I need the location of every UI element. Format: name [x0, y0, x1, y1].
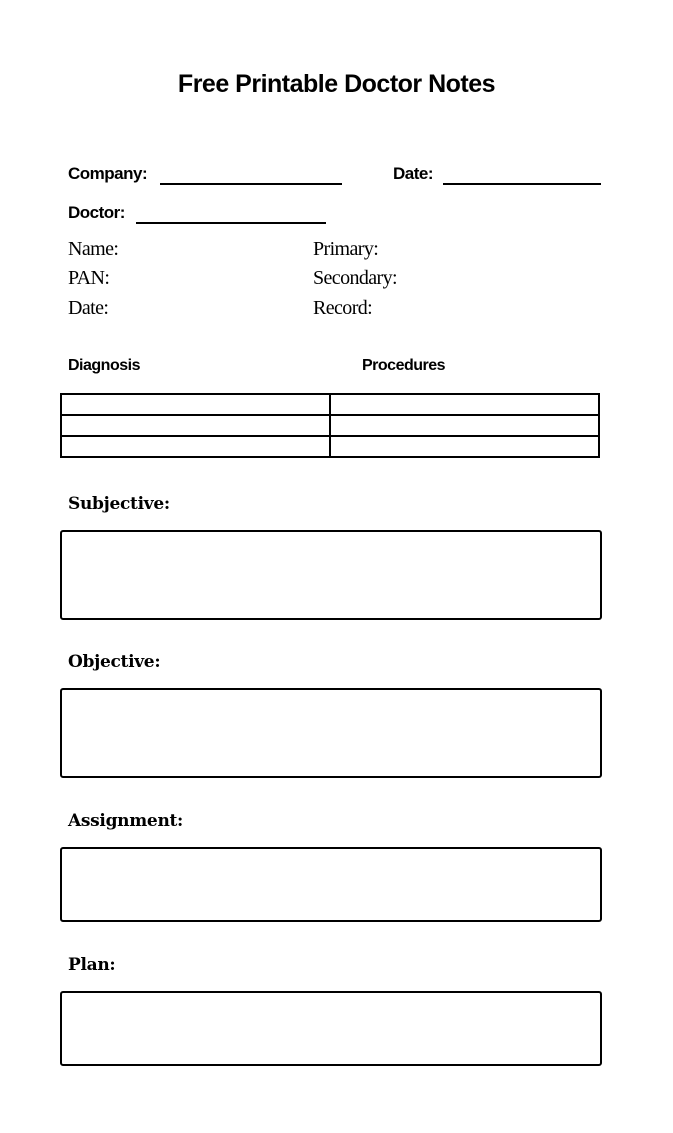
diagnosis-cell[interactable] — [61, 436, 330, 457]
procedures-header: Procedures — [362, 357, 446, 374]
objective-box[interactable] — [60, 688, 602, 778]
name-label: Name: — [68, 238, 119, 260]
procedures-cell[interactable] — [330, 394, 599, 415]
plan-box[interactable] — [60, 991, 602, 1066]
table-row — [61, 415, 599, 436]
page-title: Free Printable Doctor Notes — [177, 70, 496, 98]
table-row — [61, 436, 599, 457]
objective-label: Objective: — [68, 652, 161, 672]
date-label: Date: — [393, 164, 434, 183]
assignment-box[interactable] — [60, 847, 602, 922]
primary-label: Primary: — [313, 238, 379, 260]
doctor-label: Doctor: — [68, 203, 125, 222]
plan-label: Plan: — [68, 955, 116, 975]
procedures-cell[interactable] — [330, 415, 599, 436]
subjective-label: Subjective: — [68, 494, 170, 514]
subjective-box[interactable] — [60, 530, 602, 620]
secondary-label: Secondary: — [313, 267, 397, 289]
date-field[interactable] — [443, 183, 601, 185]
record-label: Record: — [313, 297, 373, 319]
doctor-field[interactable] — [136, 222, 326, 224]
pan-label: PAN: — [68, 267, 110, 289]
diagnosis-procedures-table — [60, 393, 600, 458]
patient-date-label: Date: — [68, 297, 109, 319]
company-label: Company: — [68, 164, 148, 183]
diagnosis-cell[interactable] — [61, 394, 330, 415]
diagnosis-header: Diagnosis — [68, 357, 140, 374]
procedures-cell[interactable] — [330, 436, 599, 457]
diagnosis-cell[interactable] — [61, 415, 330, 436]
company-field[interactable] — [160, 183, 342, 185]
table-row — [61, 394, 599, 415]
assignment-label: Assignment: — [68, 811, 184, 831]
